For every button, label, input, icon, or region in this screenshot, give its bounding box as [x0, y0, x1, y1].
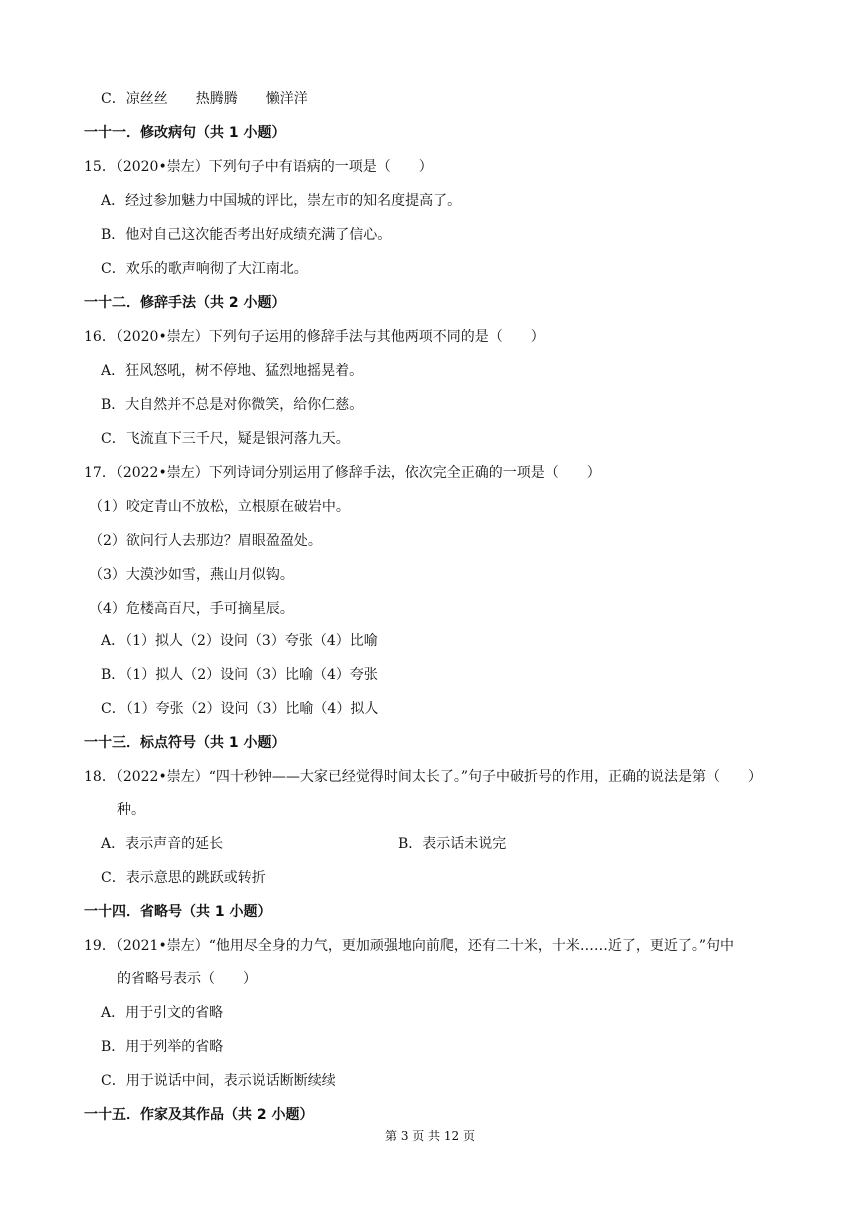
- question-stem-continued: 的省略号表示（ ）: [117, 971, 257, 987]
- option-line: A．狂风怒吼，树不停地、猛烈地摇晃着。: [101, 363, 364, 379]
- option-line: C．表示意思的跳跃或转折: [101, 870, 266, 886]
- option-line: B．他对自己这次能否考出好成绩充满了信心。: [101, 227, 392, 243]
- option-line: C．（1）夸张（2）设问（3）比喻（4）拟人: [101, 701, 379, 717]
- poem-line: （1）咬定青山不放松，立根原在破岩中。: [89, 499, 350, 515]
- option-line: C．欢乐的歌声响彻了大江南北。: [101, 261, 308, 277]
- section-heading: 一十五．作家及其作品（共 2 小题）: [84, 1107, 314, 1123]
- option-line: B．用于列举的省略: [101, 1039, 224, 1055]
- question-stem: 16．（2020•崇左）下列句子运用的修辞手法与其他两项不同的是（ ）: [84, 329, 545, 345]
- option-line: A．（1）拟人（2）设问（3）夸张（4）比喻: [101, 633, 378, 649]
- option-line: C．飞流直下三千尺，疑是银河落九天。: [101, 431, 350, 447]
- option-line: C．用于说话中间，表示说话断断续续: [101, 1073, 336, 1089]
- section-heading: 一十三．标点符号（共 1 小题）: [84, 735, 286, 751]
- option-line: B．（1）拟人（2）设问（3）比喻（4）夸张: [101, 667, 378, 683]
- question-stem: 18．（2022•崇左）“四十秒钟——大家已经觉得时间太长了。”句子中破折号的作用，正确的说法是第（ ）: [84, 769, 763, 785]
- section-heading: 一十一．修改病句（共 1 小题）: [84, 125, 286, 141]
- poem-line: （4）危楼高百尺，手可摘星辰。: [89, 601, 294, 617]
- question-stem: 17．（2022•崇左）下列诗词分别运用了修辞手法，依次完全正确的一项是（ ）: [84, 465, 601, 481]
- poem-line: （2）欲问行人去那边？眉眼盈盈处。: [89, 533, 322, 549]
- option-line: A．经过参加魅力中国城的评比，崇左市的知名度提高了。: [101, 193, 462, 209]
- question-stem: 15．（2020•崇左）下列句子中有语病的一项是（ ）: [84, 159, 433, 175]
- option-line: A．表示声音的延长: [101, 836, 224, 852]
- option-line: B．大自然并不总是对你微笑，给你仁慈。: [101, 397, 364, 413]
- option-line: B．表示话未说完: [398, 836, 507, 852]
- poem-line: （3）大漠沙如雪，燕山月似钩。: [89, 567, 294, 583]
- section-heading: 一十二．修辞手法（共 2 小题）: [84, 295, 286, 311]
- option-line: A．用于引文的省略: [101, 1005, 224, 1021]
- option-line: C．凉丝丝 热腾腾 懒洋洋: [101, 91, 308, 107]
- question-stem: 19．（2021•崇左）“他用尽全身的力气，更加顽强地向前爬，还有二十米，十米……近了，更近了。”句中: [84, 938, 735, 954]
- question-stem-continued: 种。: [117, 802, 145, 818]
- page-footer: 第 3 页 共 12 页: [385, 1129, 475, 1143]
- section-heading: 一十四．省略号（共 1 小题）: [84, 904, 272, 920]
